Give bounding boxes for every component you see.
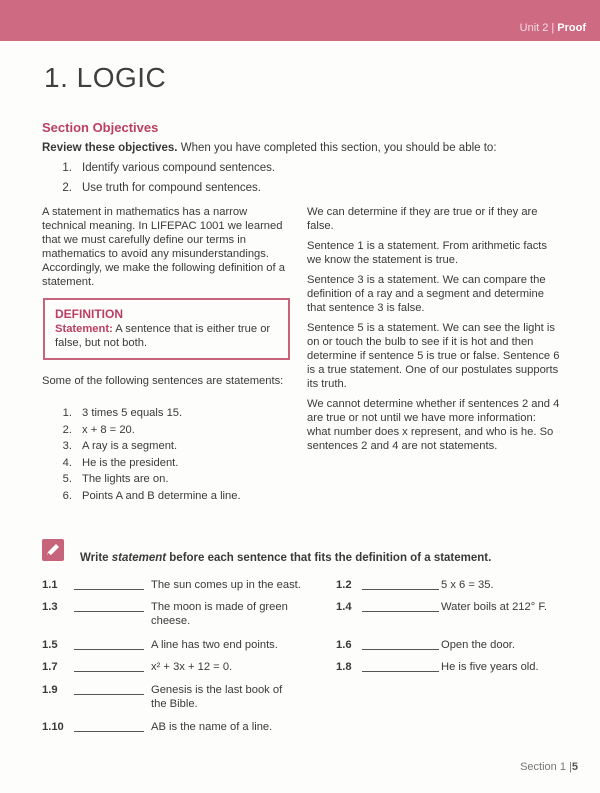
exercise-label: 1.7: [42, 661, 58, 673]
exercise-item: [42, 720, 322, 740]
definition-heading: DEFINITION: [55, 307, 123, 321]
exercise-item: [336, 578, 576, 598]
exercise-text: x² + 3x + 12 = 0.: [151, 661, 233, 673]
answer-blank[interactable]: [74, 660, 144, 672]
sentence-text: He is the president.: [82, 456, 179, 469]
definition-text: [55, 322, 278, 350]
answer-blank[interactable]: [74, 600, 144, 612]
definition-box: [43, 298, 290, 360]
sentence-text: x + 8 = 20.: [82, 423, 135, 436]
exercise-label: 1.8: [336, 661, 352, 673]
objectives-intro-bold: Review these objectives.: [42, 142, 178, 154]
objective-item: [42, 181, 275, 201]
exercise-label: 1.9: [42, 684, 58, 696]
exercise-label: 1.2: [336, 579, 352, 591]
definition-body: A sentence that is either true or false, but not both.: [55, 323, 271, 349]
sentence-number: 6.: [62, 489, 72, 502]
sentence-item: [42, 439, 241, 456]
instruction-part-2: statement: [111, 552, 167, 564]
exercise-text: The moon is made of green cheese.: [151, 601, 288, 627]
page-number: 5: [571, 761, 578, 773]
exercise-item: [336, 600, 576, 620]
sentence-number: 1.: [62, 407, 72, 419]
objective-text: Use truth for compound sentences.: [82, 182, 261, 194]
sentence-text: The lights are on.: [82, 473, 169, 485]
section-label: Section 1: [520, 761, 566, 773]
exercise-label: 1.5: [42, 639, 58, 651]
right-column: [307, 205, 562, 459]
sentences-intro: Some of the following sentences are statements:: [42, 375, 284, 387]
exercise-label: 1.4: [336, 601, 352, 613]
exercise-text: Open the door.: [441, 639, 516, 651]
answer-blank[interactable]: [74, 683, 144, 695]
objective-number: 1.: [62, 162, 72, 174]
exercise-text: He is five years old.: [441, 661, 539, 673]
sentence-number: 4.: [62, 456, 72, 469]
header-bar: [0, 0, 600, 41]
definition-term: Statement:: [55, 323, 113, 335]
answer-blank[interactable]: [74, 720, 144, 732]
exercise-label: 1.3: [42, 601, 58, 613]
page-footer: [520, 761, 578, 773]
instruction-part-1: Write: [80, 552, 112, 564]
right-paragraph-5: We cannot determine whether if sentences 2 and 4 are true or not until we have more information: what number does x represent, and who is he. So sentences 2 and 4 are not statements.: [307, 398, 560, 452]
exercise-item: [336, 660, 576, 680]
sentence-item: [42, 489, 241, 506]
answer-blank[interactable]: [74, 638, 144, 650]
sentence-text: 3 times 5 equals 15.: [82, 407, 183, 419]
exercise-item: [42, 600, 322, 632]
page-title: 1. LOGIC: [44, 62, 167, 93]
running-head-separator: |: [551, 22, 555, 34]
proof-label: Proof: [557, 22, 586, 34]
exercise-text: 5 x 6 = 35.: [441, 579, 494, 591]
footer-separator: |: [569, 761, 572, 773]
answer-blank[interactable]: [362, 638, 439, 650]
right-paragraph-2: Sentence 1 is a statement. From arithmetic facts we know the statement is true.: [307, 240, 548, 266]
exercise-text: Water boils at 212° F.: [441, 601, 548, 613]
right-paragraph-3: Sentence 3 is a statement. We can compare the definition of a ray and a segment and determine that sentence 3 is false.: [307, 274, 546, 314]
sentence-item: [42, 456, 241, 473]
right-paragraph-1: We can determine if they are true or if they are false.: [307, 206, 538, 232]
exercise-item: [336, 638, 576, 658]
exercise-text: A line has two end points.: [151, 639, 278, 651]
section-objectives-heading: Section Objectives: [42, 120, 159, 135]
sentence-text: Points A and B determine a line.: [82, 489, 241, 502]
answer-blank[interactable]: [362, 600, 439, 612]
exercise-label: 1.10: [42, 721, 64, 733]
exercise-item: [42, 660, 322, 680]
exercise-item: [42, 683, 322, 715]
exercise-label: 1.1: [42, 579, 58, 591]
instruction-part-3: before each sentence that fits the definition of a statement.: [166, 552, 492, 564]
answer-blank[interactable]: [362, 578, 439, 590]
objective-item: [42, 161, 275, 181]
sentences-list: [42, 406, 241, 505]
answer-blank[interactable]: [74, 578, 144, 590]
sentence-item: [42, 423, 241, 440]
objectives-list: [42, 161, 275, 201]
sentence-item: [42, 406, 241, 423]
objective-number: 2.: [62, 182, 72, 194]
exercise-instruction: [80, 552, 491, 564]
exercise-text: AB is the name of a line.: [151, 721, 273, 733]
running-head: [520, 22, 586, 34]
sentence-text: A ray is a segment.: [82, 440, 178, 452]
sentence-item: [42, 472, 241, 489]
sentence-number: 2.: [62, 423, 72, 436]
unit-label: Unit 2: [519, 22, 549, 34]
answer-blank[interactable]: [362, 660, 439, 672]
right-paragraph-4: Sentence 5 is a statement. We can see the light is on or touch the bulb to see if it is hot and then determine if sentence 5 is true or false. Sentence 6 is a true statement. One of our postulates supports its truth.: [307, 322, 560, 390]
exercise-item: [42, 578, 322, 598]
intro-paragraph: A statement in mathematics has a narrow technical meaning. In LIFEPAC 1001 we learned that we must carefully define our terms in mathematics to avoid any misunderstandings. Accordingly, we make the following definition of a statement.: [42, 206, 285, 288]
exercise-text: Genesis is the last book of the Bible.: [151, 684, 283, 710]
sentence-number: 3.: [62, 440, 72, 452]
exercise-text: The sun comes up in the east.: [151, 579, 301, 591]
objectives-intro: [42, 142, 562, 154]
objective-text: Identify various compound sentences.: [82, 162, 276, 174]
sentence-number: 5.: [62, 473, 72, 485]
exercise-item: [42, 638, 322, 658]
objectives-intro-text: When you have completed this section, you should be able to:: [177, 142, 497, 154]
exercise-label: 1.6: [336, 639, 352, 651]
pencil-icon: [42, 539, 64, 561]
